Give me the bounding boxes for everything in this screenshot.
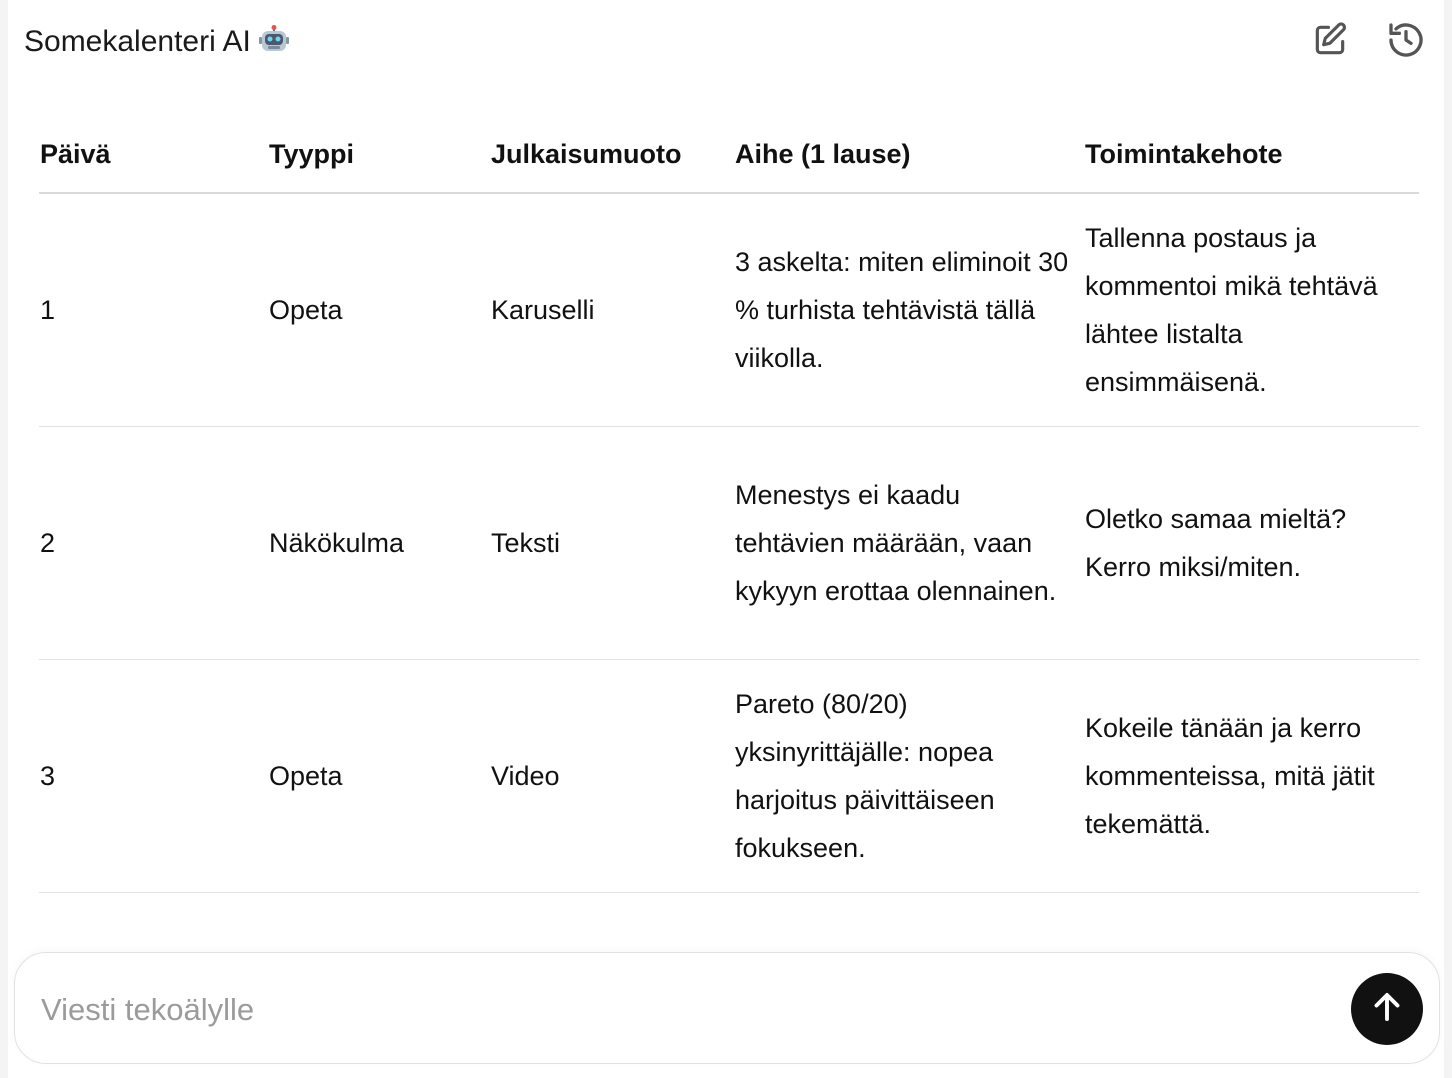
table-row — [39, 193, 1419, 426]
app-title — [24, 22, 289, 66]
edit-icon — [1311, 21, 1349, 64]
new-chat-button[interactable] — [1308, 20, 1352, 64]
column-header-type: Tyyppi — [268, 116, 490, 193]
cell-day: 3 — [39, 659, 268, 892]
cell-cta: Oletko samaa mieltä? Kerro miksi/miten. — [1084, 426, 1419, 659]
app-title-text: Somekalenteri AI — [24, 25, 251, 58]
table-row — [39, 659, 1419, 892]
chat-panel — [8, 0, 1444, 1078]
arrow-up-icon — [1369, 989, 1405, 1030]
message-input[interactable] — [39, 983, 1333, 1037]
content-calendar-table — [39, 116, 1419, 1078]
cell-topic: Menestys ei kaadu tehtävien määrään, vaan kykyyn erottaa olennainen. — [734, 426, 1084, 659]
header — [8, 0, 1444, 84]
cell-topic: Pareto (80/20) yksinyrittäjälle: nopea harjoitus päivittäiseen fokukseen. — [734, 659, 1084, 892]
history-button[interactable] — [1384, 20, 1428, 64]
table-header-row — [39, 116, 1419, 193]
cell-cta: Tallenna postaus ja kommentoi mikä tehtävä lähtee listalta ensimmäisenä. — [1084, 193, 1419, 426]
robot-icon — [259, 25, 289, 66]
cell-type: Opeta — [268, 659, 490, 892]
cell-format: Video — [490, 659, 734, 892]
history-icon — [1386, 20, 1426, 65]
cell-cta: Kokeile tänään ja kerro kommenteissa, mitä jätit tekemättä. — [1084, 659, 1419, 892]
cell-type: Opeta — [268, 193, 490, 426]
column-header-cta: Toimintakehote — [1084, 116, 1419, 193]
cell-topic: 3 askelta: miten eliminoit 30 % turhista tehtävistä tällä viikolla. — [734, 193, 1084, 426]
table-row — [39, 426, 1419, 659]
column-header-format: Julkaisumuoto — [490, 116, 734, 193]
cell-day: 2 — [39, 426, 268, 659]
cell-format: Karuselli — [490, 193, 734, 426]
message-composer — [14, 952, 1440, 1064]
cell-format: Teksti — [490, 426, 734, 659]
column-header-day: Päivä — [39, 116, 268, 193]
cell-day: 1 — [39, 193, 268, 426]
send-button[interactable] — [1351, 973, 1423, 1045]
cell-type: Näkökulma — [268, 426, 490, 659]
column-header-topic: Aihe (1 lause) — [734, 116, 1084, 193]
